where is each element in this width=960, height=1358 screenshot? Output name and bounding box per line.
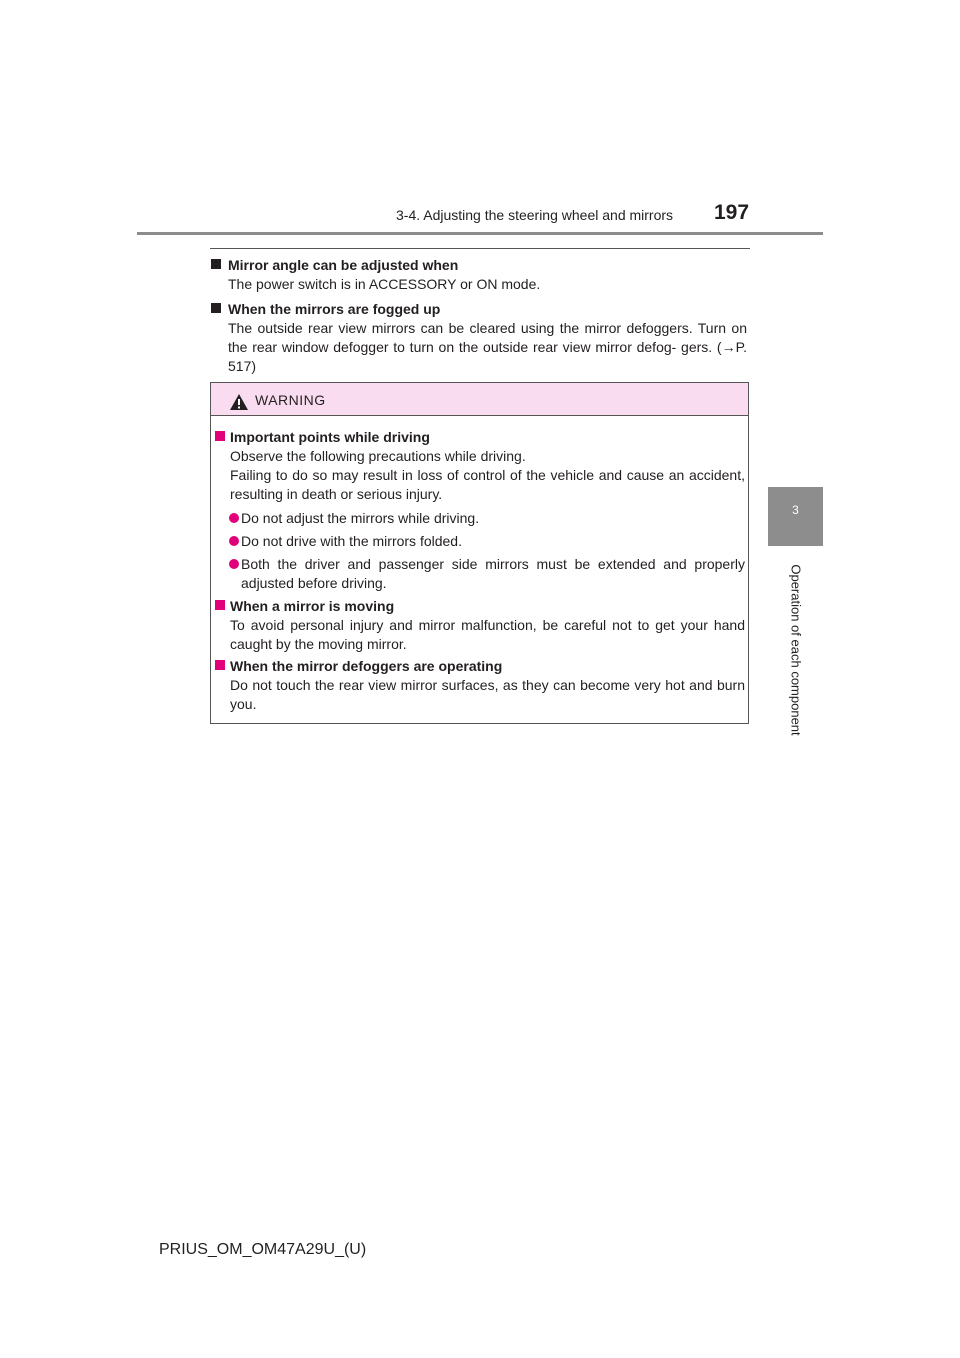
circle-bullet-icon — [229, 559, 239, 569]
content-divider — [210, 248, 750, 249]
warning-heading-text: When the mirror defoggers are operating — [230, 658, 503, 674]
document-code: PRIUS_OM_OM47A29U_(U) — [159, 1241, 367, 1258]
header-divider — [137, 232, 823, 235]
warning-content — [215, 428, 745, 717]
warning-body-line: Failing to do so may result in loss of control of the vehicle and cause an accident, resulting in death or serious injury. — [230, 467, 745, 502]
warning-section-heading — [215, 597, 745, 616]
warning-bullet-text: Do not adjust the mirrors while driving. — [241, 510, 480, 526]
circle-bullet-icon — [229, 536, 239, 546]
section-heading-text: When the mirrors are fogged up — [228, 301, 441, 317]
main-content — [211, 256, 747, 382]
square-bullet-icon — [211, 303, 221, 313]
warning-header — [211, 383, 748, 416]
warning-bullet — [215, 555, 745, 593]
warning-bullet-text: Do not drive with the mirrors folded. — [241, 533, 462, 549]
warning-heading-text: Important points while driving — [230, 429, 430, 445]
square-bullet-icon — [211, 259, 221, 269]
square-bullet-icon — [215, 600, 225, 610]
warning-bullet-text: Both the driver and passenger side mirrors must be extended and properly adjusted before driving. — [241, 556, 745, 591]
circle-bullet-icon — [229, 513, 239, 523]
section-body: The power switch is in ACCESSORY or ON mode. — [228, 276, 541, 292]
warning-label: WARNING — [255, 392, 326, 408]
section-body: The outside rear view mirrors can be cleared using the mirror defoggers. Turn on the rear window defogger to turn on the outside rear view mirror defog- gers. (→P. 517) — [228, 320, 747, 374]
warning-body: Do not touch the rear view mirror surfaces, as they can become very hot and burn you. — [230, 677, 745, 712]
running-header-section: 3-4. Adjusting the steering wheel and mirrors — [396, 207, 674, 223]
warning-triangle-icon — [229, 393, 249, 411]
warning-box — [210, 382, 749, 724]
warning-section-heading — [215, 657, 745, 676]
square-bullet-icon — [215, 660, 225, 670]
warning-bullet — [215, 509, 745, 528]
section-heading-text: Mirror angle can be adjusted when — [228, 257, 459, 273]
page-number: 197 — [714, 201, 750, 224]
chapter-number: 3 — [792, 503, 799, 517]
warning-bullet — [215, 532, 745, 551]
section-heading — [211, 300, 747, 319]
warning-body-line: Observe the following precautions while driving. — [230, 448, 526, 464]
warning-section-heading — [215, 428, 745, 447]
square-bullet-icon — [215, 431, 225, 441]
section-heading — [211, 256, 747, 275]
warning-heading-text: When a mirror is moving — [230, 598, 395, 614]
chapter-title: Operation of each component — [788, 564, 804, 736]
warning-body: To avoid personal injury and mirror malfunction, be careful not to get your hand caught by the moving mirror. — [230, 617, 745, 652]
